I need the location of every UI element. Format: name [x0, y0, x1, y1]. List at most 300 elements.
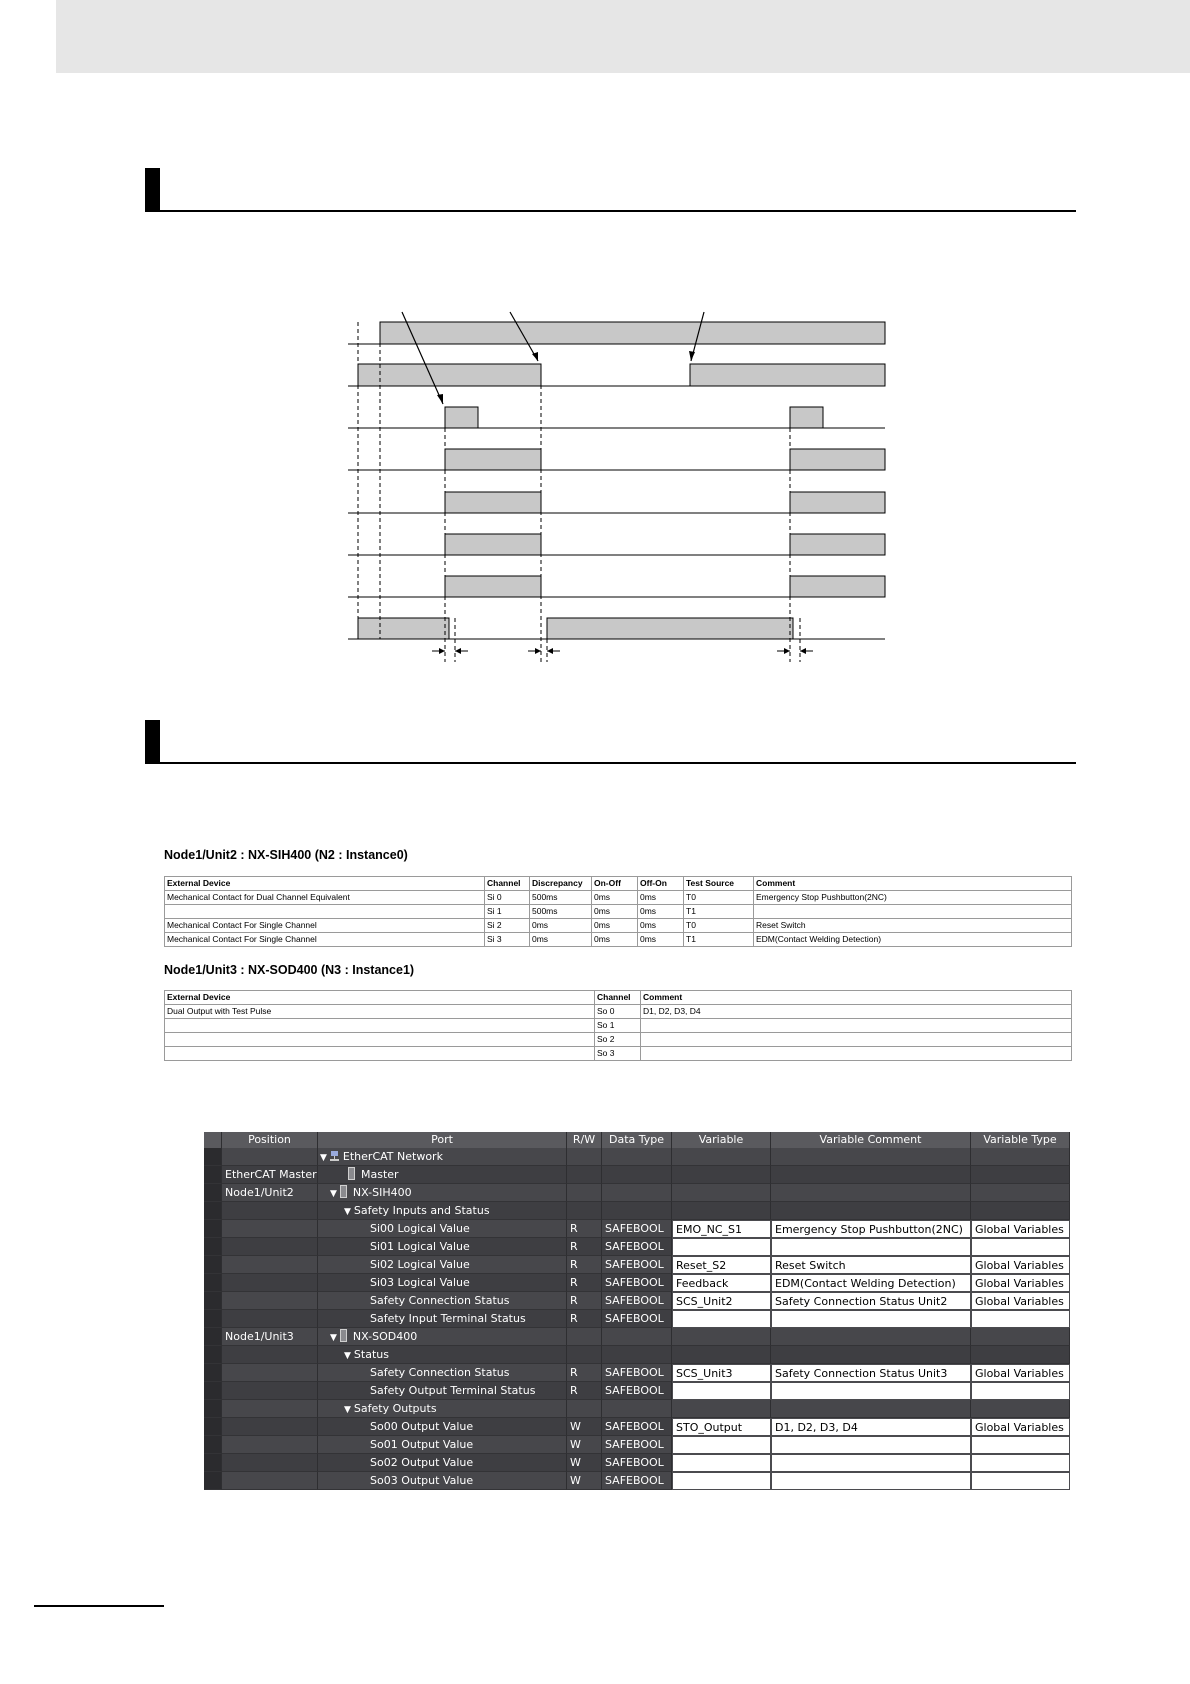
data-type-cell: SAFEBOOL — [602, 1454, 672, 1472]
io-map-row[interactable] — [204, 1274, 1070, 1292]
timing-chart — [340, 300, 890, 670]
signal-pulse — [790, 534, 885, 555]
header-cell: Discrepancy — [530, 877, 592, 891]
position-cell — [222, 1472, 318, 1490]
table-cell: 0ms — [638, 905, 684, 919]
rw-cell: R — [567, 1238, 602, 1256]
variable-cell[interactable]: Reset_S2 — [672, 1256, 771, 1274]
position-cell — [222, 1436, 318, 1454]
header-cell: Channel — [595, 991, 641, 1005]
table-cell — [165, 1047, 595, 1061]
table-cell: Dual Output with Test Pulse — [165, 1005, 595, 1019]
io-map-row[interactable] — [204, 1400, 1070, 1418]
input-unit-table — [164, 876, 1072, 947]
variable-comment-cell[interactable]: EDM(Contact Welding Detection) — [771, 1274, 971, 1292]
table-cell: So 3 — [595, 1047, 641, 1061]
table-cell — [165, 1033, 595, 1047]
signal-pulses — [358, 322, 885, 639]
io-map-row[interactable] — [204, 1202, 1070, 1220]
signal-pulse — [445, 492, 541, 513]
table-row — [165, 905, 1072, 919]
header-cell: Test Source — [684, 877, 754, 891]
row-gutter — [204, 1256, 222, 1274]
output-unit-title: Node1/Unit3 : NX-SOD400 (N3 : Instance1) — [164, 963, 415, 977]
variable-comment-cell[interactable] — [771, 1310, 971, 1328]
table-cell: T0 — [684, 891, 754, 905]
position-cell — [222, 1310, 318, 1328]
row-gutter — [204, 1292, 222, 1310]
port-label: Status — [353, 1348, 389, 1361]
port-cell — [318, 1220, 567, 1238]
port-cell — [318, 1202, 567, 1220]
rw-cell — [567, 1328, 602, 1346]
table-row — [165, 1047, 1072, 1061]
position-cell — [222, 1148, 318, 1166]
row-gutter — [204, 1310, 222, 1328]
data-type-cell — [602, 1202, 672, 1220]
variable-cell — [672, 1184, 771, 1202]
table-cell: So 0 — [595, 1005, 641, 1019]
port-label: NX-SIH400 — [352, 1186, 412, 1199]
rw-cell: R — [567, 1364, 602, 1382]
port-cell — [318, 1184, 567, 1202]
variable-cell — [672, 1400, 771, 1418]
data-type-cell: SAFEBOOL — [602, 1382, 672, 1400]
port-label: Safety Connection Status — [370, 1294, 510, 1307]
signal-pulse — [358, 618, 449, 639]
row-gutter — [204, 1346, 222, 1364]
port-label: Safety Connection Status — [370, 1366, 510, 1379]
variable-cell — [672, 1202, 771, 1220]
io-map-row[interactable] — [204, 1238, 1070, 1256]
variable-type-cell[interactable] — [971, 1436, 1070, 1454]
column-header-data-type[interactable]: Data Type — [602, 1132, 672, 1148]
table-cell: 0ms — [638, 933, 684, 947]
position-cell — [222, 1292, 318, 1310]
table-cell: Mechanical Contact For Single Channel — [165, 919, 485, 933]
expand-toggle-icon[interactable]: ▼ — [344, 1405, 351, 1415]
variable-type-cell — [971, 1202, 1070, 1220]
variable-comment-cell[interactable]: Emergency Stop Pushbutton(2NC) — [771, 1220, 971, 1238]
header-cell: Channel — [485, 877, 530, 891]
port-cell — [318, 1292, 567, 1310]
row-gutter — [204, 1328, 222, 1346]
variable-comment-cell — [771, 1400, 971, 1418]
table-cell — [641, 1033, 1072, 1047]
rw-cell: W — [567, 1454, 602, 1472]
io-map-row[interactable] — [204, 1436, 1070, 1454]
table-cell: 0ms — [592, 919, 638, 933]
section-marker-timing — [145, 168, 160, 212]
page-header-band — [56, 0, 1190, 73]
port-cell — [318, 1382, 567, 1400]
expand-toggle-icon[interactable]: ▼ — [344, 1351, 351, 1361]
io-map-row[interactable] — [204, 1220, 1070, 1238]
variable-cell — [672, 1148, 771, 1166]
data-type-cell: SAFEBOOL — [602, 1364, 672, 1382]
table-row — [165, 933, 1072, 947]
variable-comment-cell[interactable] — [771, 1436, 971, 1454]
io-map-row[interactable] — [204, 1472, 1070, 1490]
variable-cell[interactable] — [672, 1310, 771, 1328]
io-map-row[interactable] — [204, 1418, 1070, 1436]
row-gutter — [204, 1382, 222, 1400]
table-cell: 500ms — [530, 891, 592, 905]
variable-cell[interactable]: Feedback — [672, 1274, 771, 1292]
port-cell — [318, 1256, 567, 1274]
port-cell — [318, 1310, 567, 1328]
header-cell: On-Off — [592, 877, 638, 891]
port-label: Si01 Logical Value — [370, 1240, 470, 1253]
signal-pulse — [380, 322, 885, 344]
variable-type-cell — [971, 1184, 1070, 1202]
io-map-header — [204, 1132, 1070, 1148]
port-cell — [318, 1274, 567, 1292]
row-gutter — [204, 1454, 222, 1472]
io-map-panel — [204, 1132, 1070, 1490]
io-map-row[interactable] — [204, 1382, 1070, 1400]
port-label: So00 Output Value — [370, 1420, 474, 1433]
arrowhead — [437, 394, 443, 404]
delay-arrowheads — [439, 648, 806, 654]
table-header-row — [165, 991, 1072, 1005]
signal-pulse — [790, 407, 823, 428]
rw-cell — [567, 1184, 602, 1202]
rw-cell: R — [567, 1292, 602, 1310]
rw-cell — [567, 1400, 602, 1418]
port-label: Si00 Logical Value — [370, 1222, 470, 1235]
port-label: Safety Output Terminal Status — [370, 1384, 536, 1397]
port-label: NX-SOD400 — [352, 1330, 418, 1343]
variable-cell[interactable]: STO_Output — [672, 1418, 771, 1436]
rw-cell: W — [567, 1418, 602, 1436]
data-type-cell — [602, 1346, 672, 1364]
rw-cell — [567, 1166, 602, 1184]
header-cell: External Device — [165, 991, 595, 1005]
variable-comment-cell[interactable] — [771, 1382, 971, 1400]
data-type-cell — [602, 1328, 672, 1346]
port-label: Si02 Logical Value — [370, 1258, 470, 1271]
position-cell — [222, 1346, 318, 1364]
position-cell — [222, 1256, 318, 1274]
rw-cell: W — [567, 1436, 602, 1454]
table-cell: Mechanical Contact for Dual Channel Equivalent — [165, 891, 485, 905]
variable-cell[interactable] — [672, 1454, 771, 1472]
table-cell: Mechanical Contact For Single Channel — [165, 933, 485, 947]
expand-toggle-icon[interactable]: ▼ — [320, 1153, 327, 1163]
variable-type-cell[interactable]: Global Variables — [971, 1274, 1070, 1292]
table-row — [165, 891, 1072, 905]
table-header-row — [165, 877, 1072, 891]
table-row — [165, 1005, 1072, 1019]
io-map-row[interactable] — [204, 1148, 1070, 1166]
slave-unit-icon — [340, 1185, 347, 1198]
variable-cell[interactable]: EMO_NC_S1 — [672, 1220, 771, 1238]
port-label: So02 Output Value — [370, 1456, 474, 1469]
variable-comment-cell[interactable]: Safety Connection Status Unit3 — [771, 1364, 971, 1382]
port-cell — [318, 1400, 567, 1418]
port-cell — [318, 1454, 567, 1472]
io-map-row[interactable] — [204, 1292, 1070, 1310]
io-map-row[interactable] — [204, 1310, 1070, 1328]
port-cell — [318, 1364, 567, 1382]
position-cell — [222, 1274, 318, 1292]
data-type-cell — [602, 1148, 672, 1166]
rw-cell: R — [567, 1382, 602, 1400]
port-label: Safety Input Terminal Status — [370, 1312, 526, 1325]
variable-type-cell — [971, 1400, 1070, 1418]
variable-comment-cell[interactable] — [771, 1238, 971, 1256]
data-type-cell: SAFEBOOL — [602, 1274, 672, 1292]
column-header-variable-type[interactable]: Variable Type — [971, 1132, 1070, 1148]
variable-cell[interactable] — [672, 1382, 771, 1400]
row-gutter — [204, 1436, 222, 1454]
variable-type-cell[interactable]: Global Variables — [971, 1364, 1070, 1382]
variable-comment-cell[interactable]: D1, D2, D3, D4 — [771, 1418, 971, 1436]
table-cell: EDM(Contact Welding Detection) — [754, 933, 1072, 947]
expand-toggle-icon[interactable]: ▼ — [330, 1189, 337, 1199]
position-cell: Node1/Unit2 — [222, 1184, 318, 1202]
variable-comment-cell[interactable] — [771, 1454, 971, 1472]
io-map-row[interactable] — [204, 1454, 1070, 1472]
table-cell: 0ms — [638, 891, 684, 905]
io-map-row[interactable] — [204, 1364, 1070, 1382]
table-cell: Reset Switch — [754, 919, 1072, 933]
port-cell — [318, 1436, 567, 1454]
port-cell — [318, 1238, 567, 1256]
section-marker-config — [145, 720, 160, 764]
data-type-cell: SAFEBOOL — [602, 1436, 672, 1454]
rw-cell: R — [567, 1220, 602, 1238]
section-rule-config — [145, 762, 1076, 764]
table-row — [165, 1033, 1072, 1047]
variable-type-cell — [971, 1328, 1070, 1346]
position-cell — [222, 1400, 318, 1418]
variable-comment-cell[interactable]: Safety Connection Status Unit2 — [771, 1292, 971, 1310]
port-label: So03 Output Value — [370, 1474, 474, 1487]
variable-comment-cell — [771, 1346, 971, 1364]
signal-pulse — [445, 576, 541, 597]
section-rule-timing — [145, 210, 1076, 212]
header-gutter — [204, 1132, 222, 1148]
column-header-variable[interactable]: Variable — [672, 1132, 771, 1148]
arrowhead — [532, 352, 538, 361]
table-cell: Si 0 — [485, 891, 530, 905]
data-type-cell: SAFEBOOL — [602, 1310, 672, 1328]
variable-type-cell[interactable]: Global Variables — [971, 1256, 1070, 1274]
rw-cell: R — [567, 1310, 602, 1328]
data-type-cell: SAFEBOOL — [602, 1472, 672, 1490]
rw-cell — [567, 1202, 602, 1220]
table-cell — [754, 905, 1072, 919]
io-map-row[interactable] — [204, 1328, 1070, 1346]
signal-pulse — [358, 364, 541, 386]
io-map-row[interactable] — [204, 1166, 1070, 1184]
variable-type-cell — [971, 1346, 1070, 1364]
table-cell — [641, 1047, 1072, 1061]
port-cell — [318, 1166, 567, 1184]
signal-pulse — [790, 449, 885, 470]
variable-type-cell[interactable]: Global Variables — [971, 1220, 1070, 1238]
variable-cell[interactable] — [672, 1472, 771, 1490]
footer-rule — [34, 1605, 164, 1607]
port-cell — [318, 1328, 567, 1346]
table-cell: 0ms — [530, 933, 592, 947]
variable-cell[interactable] — [672, 1238, 771, 1256]
row-gutter — [204, 1166, 222, 1184]
variable-type-cell[interactable]: Global Variables — [971, 1292, 1070, 1310]
variable-comment-cell — [771, 1166, 971, 1184]
signal-pulse — [445, 407, 478, 428]
row-gutter — [204, 1472, 222, 1490]
variable-comment-cell — [771, 1184, 971, 1202]
table-cell: Si 3 — [485, 933, 530, 947]
variable-type-cell[interactable] — [971, 1238, 1070, 1256]
port-cell — [318, 1472, 567, 1490]
port-cell — [318, 1418, 567, 1436]
port-label: Si03 Logical Value — [370, 1276, 470, 1289]
table-cell — [165, 1019, 595, 1033]
variable-cell[interactable]: SCS_Unit3 — [672, 1364, 771, 1382]
header-cell: External Device — [165, 877, 485, 891]
header-cell: Comment — [754, 877, 1072, 891]
variable-cell — [672, 1166, 771, 1184]
port-label: Safety Inputs and Status — [353, 1204, 490, 1217]
variable-type-cell — [971, 1148, 1070, 1166]
port-label: So01 Output Value — [370, 1438, 474, 1451]
io-map-row[interactable] — [204, 1346, 1070, 1364]
column-header-rw[interactable]: R/W — [567, 1132, 602, 1148]
signal-pulse — [445, 449, 541, 470]
table-cell: T1 — [684, 905, 754, 919]
variable-comment-cell[interactable] — [771, 1472, 971, 1490]
input-unit-title: Node1/Unit2 : NX-SIH400 (N2 : Instance0) — [164, 848, 408, 862]
data-type-cell: SAFEBOOL — [602, 1238, 672, 1256]
row-gutter — [204, 1274, 222, 1292]
position-cell — [222, 1454, 318, 1472]
row-gutter — [204, 1418, 222, 1436]
signal-pulse — [547, 618, 793, 639]
network-icon — [330, 1151, 339, 1162]
variable-comment-cell — [771, 1202, 971, 1220]
table-cell: Si 1 — [485, 905, 530, 919]
position-cell — [222, 1418, 318, 1436]
table-cell: 500ms — [530, 905, 592, 919]
table-cell: 0ms — [592, 891, 638, 905]
table-cell: 0ms — [592, 933, 638, 947]
signal-pulse — [790, 576, 885, 597]
variable-cell[interactable] — [672, 1436, 771, 1454]
row-gutter — [204, 1364, 222, 1382]
variable-cell — [672, 1346, 771, 1364]
row-gutter — [204, 1202, 222, 1220]
port-label: Master — [361, 1168, 399, 1181]
variable-comment-cell — [771, 1328, 971, 1346]
position-cell — [222, 1382, 318, 1400]
rw-cell — [567, 1346, 602, 1364]
data-type-cell — [602, 1166, 672, 1184]
signal-pulse — [690, 364, 885, 386]
variable-type-cell[interactable] — [971, 1454, 1070, 1472]
table-row — [165, 919, 1072, 933]
table-cell: T1 — [684, 933, 754, 947]
variable-type-cell[interactable] — [971, 1310, 1070, 1328]
position-cell: Node1/Unit3 — [222, 1328, 318, 1346]
port-label: EtherCAT Network — [342, 1150, 443, 1163]
variable-comment-cell[interactable]: Reset Switch — [771, 1256, 971, 1274]
io-map-rows — [204, 1148, 1070, 1490]
table-cell: 0ms — [530, 919, 592, 933]
header-cell: Comment — [641, 991, 1072, 1005]
variable-type-cell[interactable] — [971, 1382, 1070, 1400]
slave-unit-icon — [348, 1167, 355, 1180]
variable-cell[interactable]: SCS_Unit2 — [672, 1292, 771, 1310]
port-label: Safety Outputs — [353, 1402, 437, 1415]
column-header-variable-comment[interactable]: Variable Comment — [771, 1132, 971, 1148]
rw-cell: W — [567, 1472, 602, 1490]
table-cell: 0ms — [638, 919, 684, 933]
table-cell: 0ms — [592, 905, 638, 919]
rw-cell — [567, 1148, 602, 1166]
position-cell — [222, 1202, 318, 1220]
expand-toggle-icon[interactable]: ▼ — [330, 1333, 337, 1343]
table-cell: So 1 — [595, 1019, 641, 1033]
position-cell — [222, 1220, 318, 1238]
position-cell — [222, 1238, 318, 1256]
row-gutter — [204, 1184, 222, 1202]
data-type-cell — [602, 1400, 672, 1418]
io-map-row[interactable] — [204, 1256, 1070, 1274]
rw-cell: R — [567, 1274, 602, 1292]
column-header-port[interactable]: Port — [318, 1132, 567, 1148]
position-cell — [222, 1364, 318, 1382]
position-cell: EtherCAT Master — [222, 1166, 318, 1184]
variable-cell — [672, 1328, 771, 1346]
row-gutter — [204, 1220, 222, 1238]
table-cell: T0 — [684, 919, 754, 933]
data-type-cell: SAFEBOOL — [602, 1418, 672, 1436]
data-type-cell: SAFEBOOL — [602, 1256, 672, 1274]
table-cell: Si 2 — [485, 919, 530, 933]
signal-pulse — [445, 534, 541, 555]
variable-type-cell[interactable]: Global Variables — [971, 1418, 1070, 1436]
expand-toggle-icon[interactable]: ▼ — [344, 1207, 351, 1217]
port-cell — [318, 1346, 567, 1364]
output-unit-table — [164, 990, 1072, 1061]
column-header-position[interactable]: Position — [222, 1132, 318, 1148]
slave-unit-icon — [340, 1329, 347, 1342]
header-cell: Off-On — [638, 877, 684, 891]
table-cell: Emergency Stop Pushbutton(2NC) — [754, 891, 1072, 905]
row-gutter — [204, 1238, 222, 1256]
variable-type-cell — [971, 1166, 1070, 1184]
row-gutter — [204, 1148, 222, 1166]
table-cell — [165, 905, 485, 919]
data-type-cell — [602, 1184, 672, 1202]
port-cell — [318, 1148, 567, 1166]
variable-comment-cell — [771, 1148, 971, 1166]
row-gutter — [204, 1400, 222, 1418]
table-cell: So 2 — [595, 1033, 641, 1047]
rw-cell: R — [567, 1256, 602, 1274]
data-type-cell: SAFEBOOL — [602, 1292, 672, 1310]
signal-pulse — [790, 492, 885, 513]
variable-type-cell[interactable] — [971, 1472, 1070, 1490]
table-row — [165, 1019, 1072, 1033]
io-map-row[interactable] — [204, 1184, 1070, 1202]
table-cell: D1, D2, D3, D4 — [641, 1005, 1072, 1019]
data-type-cell: SAFEBOOL — [602, 1220, 672, 1238]
